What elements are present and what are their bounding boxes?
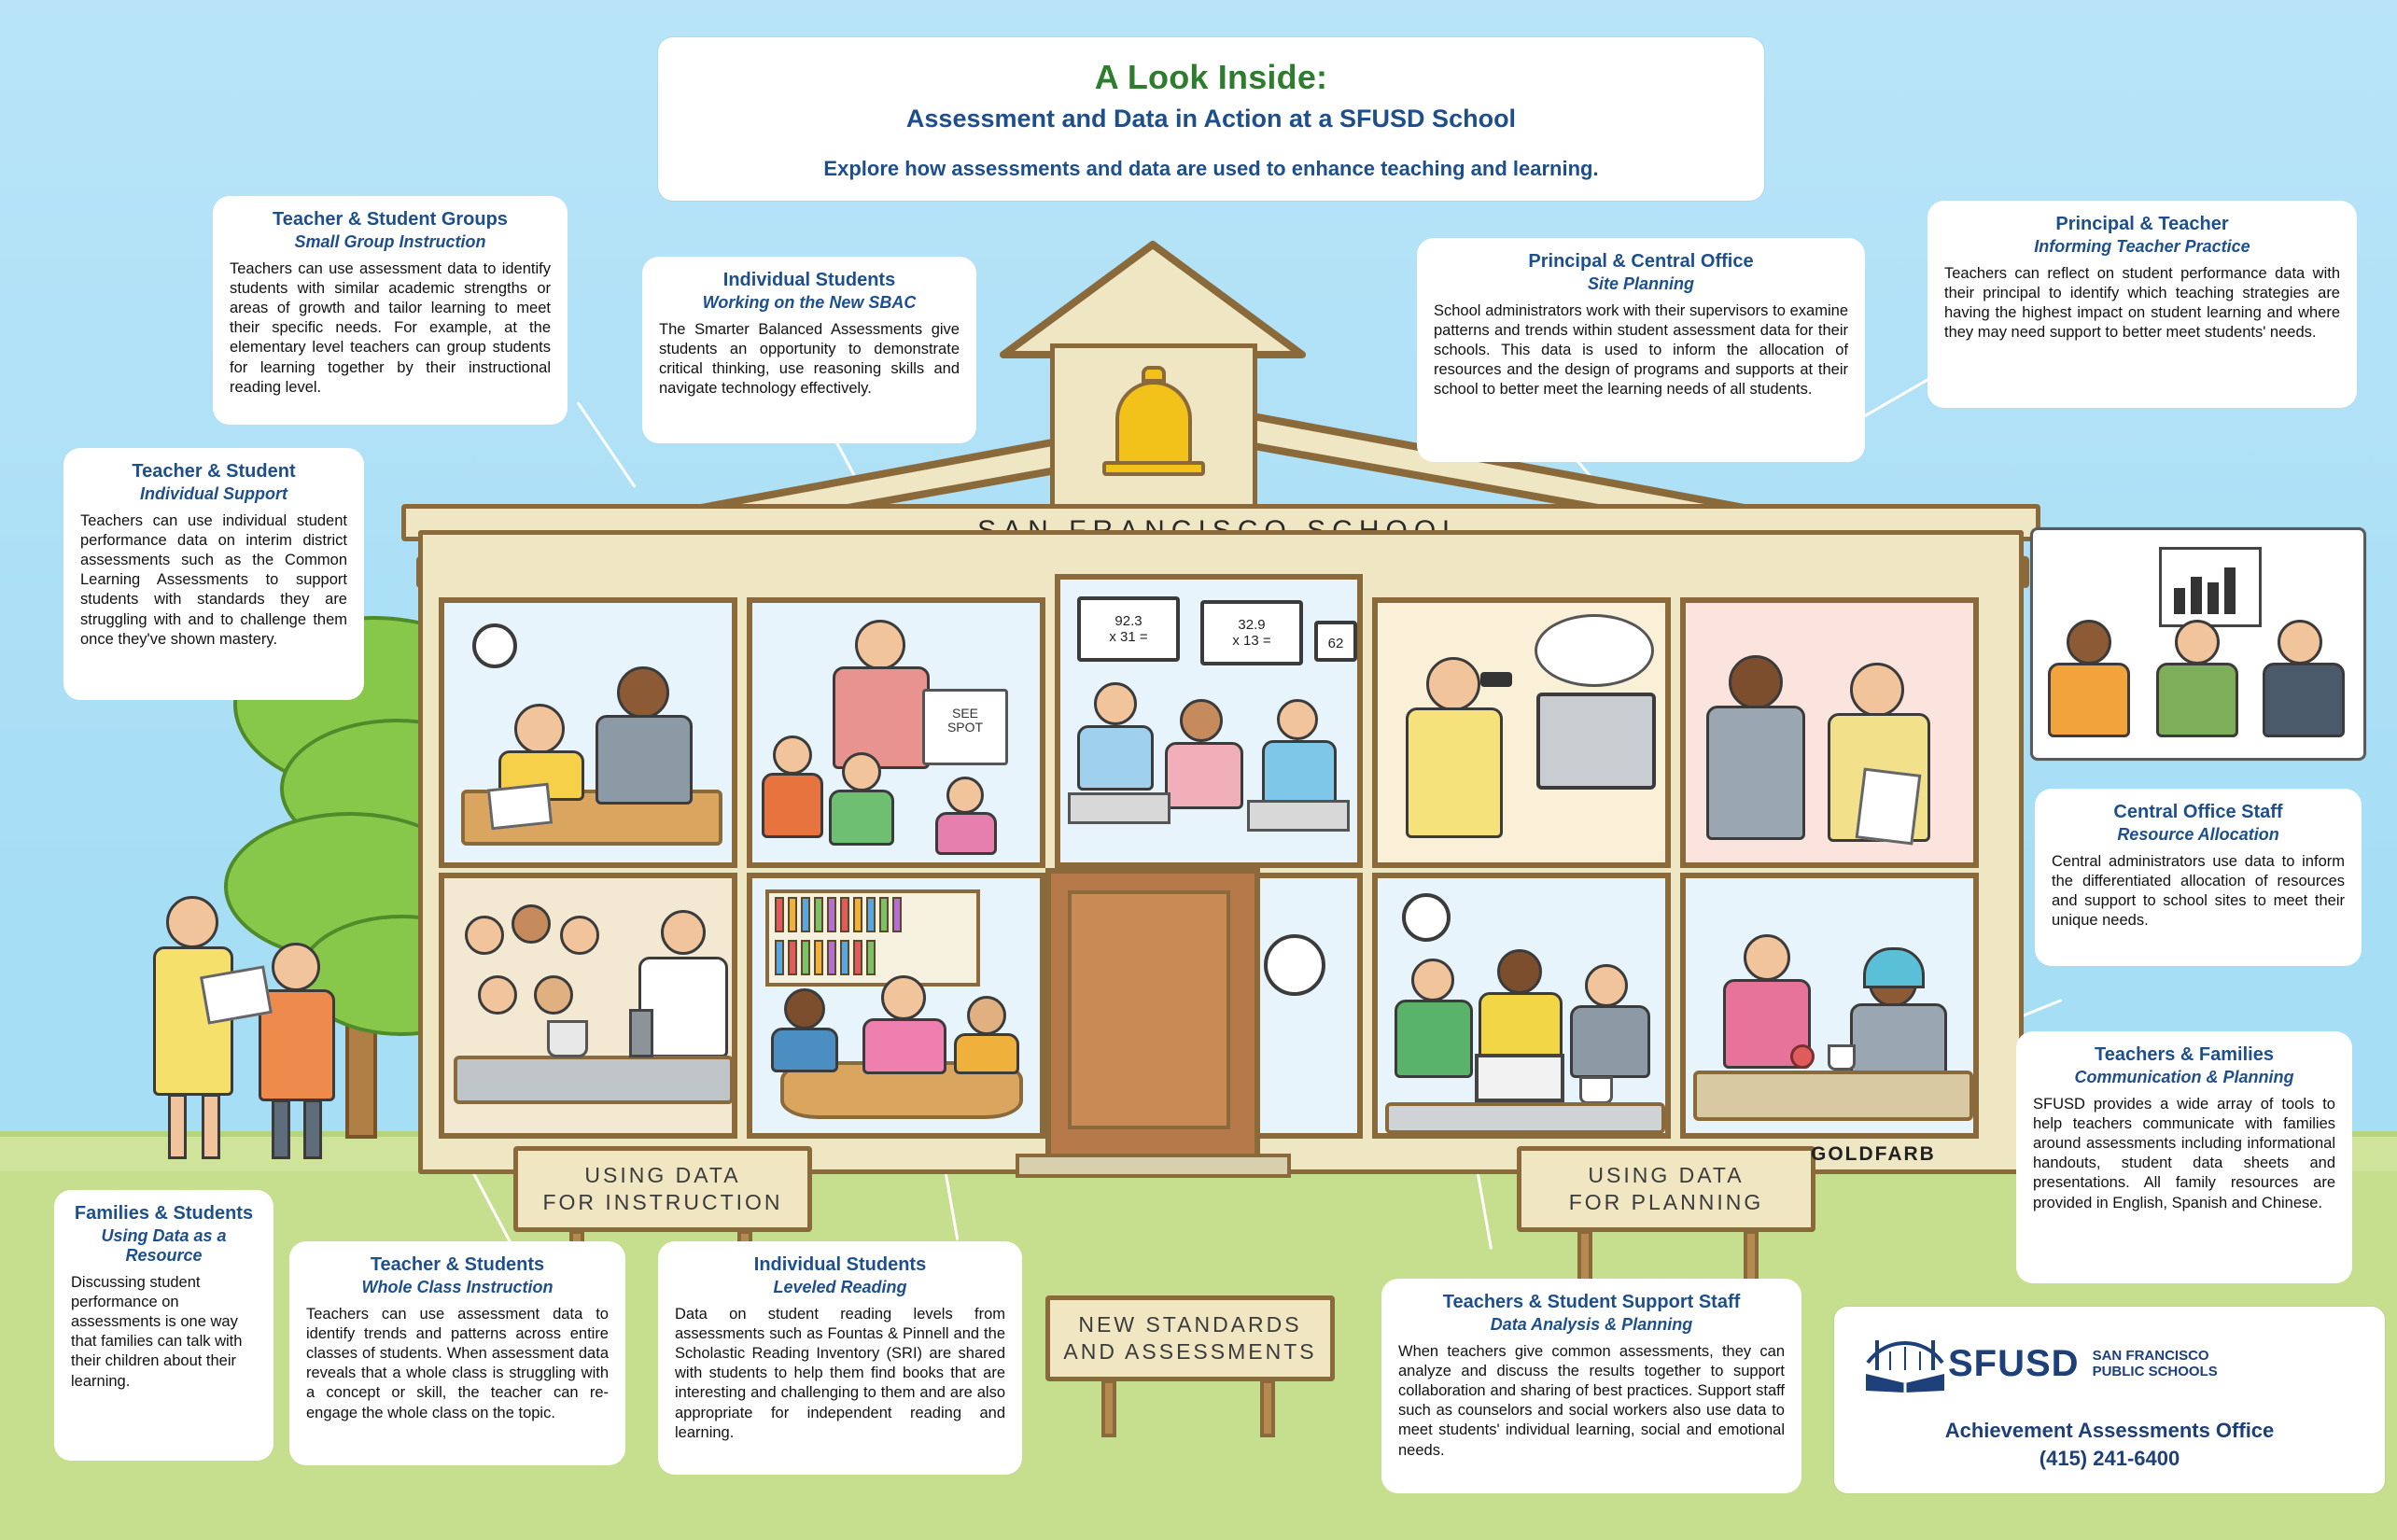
callout-title: Teacher & Students — [370, 1254, 545, 1275]
door-step — [1016, 1154, 1291, 1178]
callout-subtitle: Individual Support — [140, 484, 287, 503]
callout-title: Principal & Central Office — [1528, 251, 1754, 272]
headscarf — [1863, 947, 1925, 988]
callout-body: Data on student reading levels from assessments such as Fountas & Pinnell and the Scholastic Reading Inventory (SRI) are shared with students to help them find books that are interesting and challenging to them and are also appropriate for independent reading and learning. — [675, 1306, 1005, 1441]
student-body — [935, 812, 997, 855]
title-card — [658, 37, 1764, 201]
support-staff-body — [1570, 1005, 1650, 1078]
callout-title: Principal & Teacher — [2055, 214, 2229, 234]
student-body — [1262, 740, 1337, 809]
callout-subtitle: Working on the New SBAC — [702, 293, 917, 312]
table — [1385, 1102, 1665, 1134]
principal-head — [1729, 655, 1783, 709]
sign-using-data-for-planning — [1517, 1146, 1815, 1232]
student-body — [1165, 742, 1243, 809]
callout-body: SFUSD provides a wide array of tools to help teachers communicate with families around assessments including informational handouts, student data sheets and presentations. All family resources are provided in English, Spanish and Chinese. — [2033, 1096, 2335, 1211]
coffee-mug — [1579, 1076, 1613, 1104]
callout-body: The Smarter Balanced Assessments give students an opportunity to demonstrate critical thinking, use reasoning skills and navigate technology effectively. — [659, 321, 960, 398]
computer-monitor — [1536, 693, 1656, 790]
sign-text: USING DATA FOR INSTRUCTION — [542, 1163, 783, 1214]
teacher-head — [1497, 949, 1542, 994]
window-leveled-reading — [747, 873, 1045, 1139]
principal-head — [1426, 657, 1480, 711]
callout-subtitle: Small Group Instruction — [294, 232, 486, 251]
callout-subtitle: Site Planning — [1587, 274, 1694, 293]
leg — [303, 1099, 322, 1159]
lab-table — [454, 1056, 734, 1104]
callout-principal-teacher — [1927, 201, 2357, 408]
student-head — [272, 943, 320, 991]
callout-title: Teacher & Student Groups — [273, 209, 508, 230]
staff-head — [2278, 620, 2322, 665]
teacher-head — [881, 975, 926, 1020]
sfusd-wordmark — [1948, 1343, 2218, 1385]
window-data-analysis-planning — [1372, 873, 1671, 1139]
sfusd-logo-card — [1834, 1307, 2385, 1493]
book-row — [775, 940, 876, 975]
central-office-photo-panel — [2030, 527, 2366, 761]
window-teacher-student-individual-support — [439, 597, 737, 868]
student-body — [771, 1028, 838, 1072]
callout-body: When teachers give common assessments, they can analyze and discuss the results together to support collaboration and sharing of best practices. Support staff such as counselors and social workers also use data to meet students' individual learning, social and emotional needs. — [1398, 1343, 1785, 1459]
teacher-head — [1850, 663, 1904, 717]
teacher-body — [1395, 1000, 1473, 1078]
student-head — [1094, 682, 1137, 725]
window-teachers-families — [1680, 873, 1979, 1139]
teacher-head — [1744, 934, 1790, 981]
teacher-body — [596, 715, 693, 805]
window-principal-teacher-meeting — [1680, 597, 1979, 868]
coffee-mug — [1828, 1044, 1856, 1071]
sign-using-data-for-instruction — [513, 1146, 812, 1232]
callout-subtitle: Using Data as a Resource — [101, 1226, 227, 1265]
microscope — [629, 1009, 653, 1057]
leg — [272, 1099, 290, 1159]
callout-title: Teacher & Student — [132, 461, 296, 482]
teacher-body — [833, 666, 930, 769]
callout-families-students — [54, 1190, 273, 1461]
student-head — [773, 735, 812, 775]
teacher-body — [862, 1018, 946, 1074]
page-subtitle: Assessment and Data in Action at a SFUSD School — [905, 105, 1517, 133]
callout-title: Central Office Staff — [2113, 802, 2283, 822]
office-name: Achievement Assessments Office — [1944, 1419, 2275, 1442]
window-sbac-computer-lab — [1055, 574, 1363, 868]
callout-subtitle: Resource Allocation — [2117, 825, 2279, 844]
computer-monitor: 32.9 x 13 = — [1200, 600, 1303, 665]
staff-body — [2048, 663, 2130, 737]
callout-title: Teachers & Families — [2095, 1044, 2274, 1065]
leg — [168, 1094, 187, 1159]
callout-individual-students-sbac — [642, 257, 976, 443]
logo-row — [1862, 1331, 2218, 1396]
page-title: A Look Inside: — [1094, 58, 1328, 96]
student-head — [514, 704, 565, 754]
laptop — [1475, 1054, 1564, 1102]
staff-body — [2263, 663, 2345, 737]
student-body — [829, 790, 894, 846]
callout-subtitle: Whole Class Instruction — [361, 1278, 554, 1296]
callout-individual-students-leveled-reading — [658, 1241, 1022, 1475]
window-whole-class-instruction — [439, 873, 737, 1139]
office-phone: (415) 241-6400 — [2039, 1447, 2180, 1470]
sign-new-standards-and-assessments — [1045, 1295, 1335, 1381]
callout-subtitle: Leveled Reading — [773, 1278, 907, 1296]
telephone-handset — [1480, 672, 1512, 687]
paper-document — [1856, 768, 1922, 846]
callout-subtitle: Informing Teacher Practice — [2034, 237, 2250, 256]
student-head — [560, 916, 599, 955]
page-tagline: Explore how assessments and data are used to enhance teaching and learning. — [823, 157, 1599, 180]
school-front-door[interactable] — [1045, 868, 1260, 1176]
picture-book: SEE SPOT — [922, 689, 1008, 765]
window-small-group-instruction — [747, 597, 1045, 868]
sign-text: USING DATA FOR PLANNING — [1568, 1163, 1764, 1214]
paper-document — [487, 783, 553, 831]
parent-head — [166, 896, 218, 948]
callout-body: Teachers can use individual student performance data on interim district assessments such as the Common Learning Assessments to support students with standards they are struggling with and to challenge them once they've shown mastery. — [80, 512, 347, 648]
bar-chart-icon — [2168, 560, 2254, 620]
student-head — [784, 988, 825, 1029]
student-head — [1180, 699, 1223, 742]
student-head — [1277, 699, 1318, 740]
sign-post — [1260, 1379, 1275, 1437]
sfusd-name: SFUSD — [1948, 1342, 2080, 1384]
window-principal-office — [1372, 597, 1671, 868]
bell-tower — [985, 233, 1321, 541]
callout-title: Teachers & Student Support Staff — [1442, 1292, 1741, 1312]
callout-body: Central administrators use data to inform the differentiated allocation of resources and support to school sites to meet their unique needs. — [2052, 853, 2345, 930]
callout-title: Individual Students — [753, 1254, 927, 1275]
school-bell-rim — [1102, 461, 1205, 476]
callout-teacher-student-groups — [213, 196, 568, 425]
laptop — [1247, 800, 1350, 832]
teacher-head — [855, 620, 905, 670]
callout-body: Discussing student performance on assessments is one way that families can talk with their children about their learning. — [71, 1274, 243, 1390]
beaker — [547, 1020, 588, 1057]
sfusd-bridge-book-logo-icon — [1862, 1331, 1948, 1396]
principal-body — [1406, 707, 1503, 838]
staff-body — [2156, 663, 2238, 737]
student-body — [954, 1033, 1019, 1074]
book-row — [775, 897, 902, 932]
student-head — [512, 904, 551, 944]
principal-body — [1706, 706, 1805, 840]
student-figure-outside — [257, 943, 350, 1167]
callout-teacher-student-individual-support — [63, 448, 364, 700]
laptop — [1068, 792, 1170, 824]
student-head — [465, 916, 504, 955]
computer-monitor: 62 — [1314, 621, 1357, 662]
artist-credit: GOLDFARB — [1811, 1143, 1936, 1165]
school-bell-icon — [1115, 381, 1192, 467]
student-head — [534, 975, 573, 1015]
callout-teachers-families — [2016, 1031, 2352, 1283]
callout-body: Teachers can use assessment data to identify students with similar academic strengths or areas of growth and tailor learning to meet their specific needs. For example, at the elementary level teachers can group students for learning together by their instructional reading level. — [230, 260, 551, 396]
leg — [202, 1094, 220, 1159]
callout-teachers-student-support-staff — [1381, 1279, 1801, 1493]
parent-figure-outside — [147, 896, 250, 1167]
sign-text: NEW STANDARDS AND ASSESSMENTS — [1063, 1312, 1317, 1364]
callout-title: Families & Students — [74, 1203, 254, 1224]
globe-toy — [1264, 934, 1325, 996]
student-head — [946, 777, 984, 814]
callout-subtitle: Data Analysis & Planning — [1490, 1315, 1693, 1334]
callout-principal-central-office — [1417, 238, 1865, 462]
student-head — [842, 752, 881, 791]
door-panel — [1068, 890, 1230, 1129]
wall-clock-icon — [1402, 893, 1451, 942]
thought-bubble — [1535, 614, 1654, 687]
callout-body: School administrators work with their supervisors to examine patterns and trends within student assessment data for their schools. This data is used to inform the allocation of resources and the design of programs and supports at their school to better meet the learning needs of all students. — [1434, 302, 1848, 399]
support-staff-head — [1585, 964, 1628, 1007]
teacher-head — [1411, 959, 1454, 1001]
callout-subtitle: Communication & Planning — [2074, 1068, 2294, 1086]
teacher-head — [617, 666, 669, 719]
counter — [1693, 1071, 1973, 1121]
staff-head — [2067, 620, 2111, 665]
student-head — [478, 975, 517, 1015]
computer-monitor: 92.3 x 31 = — [1077, 596, 1180, 662]
callout-teacher-students-whole-class — [289, 1241, 625, 1465]
callout-title: Individual Students — [722, 270, 896, 290]
staff-head — [2175, 620, 2220, 665]
callout-body: Teachers can use assessment data to identify trends and patterns across entire classes of students. When assessment data reveals that a whole class is struggling with a concept or skill, the teacher can re-engage the whole class on the topic. — [306, 1306, 609, 1421]
sfusd-name-sub: SAN FRANCISCO PUBLIC SCHOOLS — [2092, 1347, 2218, 1379]
teacher-head — [661, 910, 706, 955]
apple — [1790, 1044, 1815, 1069]
callout-body: Teachers can reflect on student performance data with their principal to identify which teaching strategies are having the highest impact on student learning and where they may need support to better meet students' needs. — [1944, 265, 2340, 342]
student-body — [1077, 725, 1154, 791]
sign-post — [1101, 1379, 1116, 1437]
callout-central-office-staff — [2035, 789, 2362, 966]
student-head — [967, 996, 1006, 1035]
student-body — [762, 773, 823, 838]
wall-clock-icon — [472, 623, 517, 668]
